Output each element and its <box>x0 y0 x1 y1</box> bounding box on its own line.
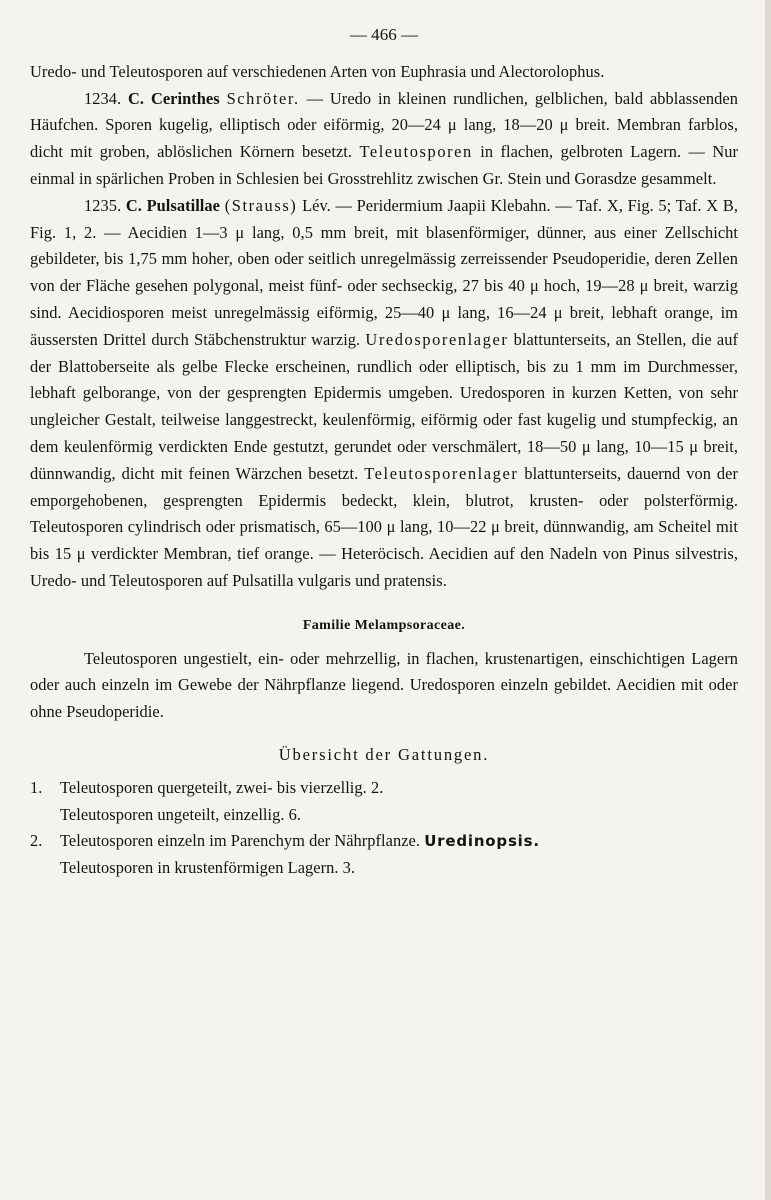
entry-1234-species: C. Cerinthes <box>128 88 220 108</box>
entry-1234 <box>30 86 738 193</box>
entry-1235-author: (Strauss) <box>224 195 298 215</box>
family-description: Teleutosporen ungestielt, ein- oder mehrzellig, in flachen, krustenartigen, einschichtigen Lagern oder auch einzeln im Gewebe der Nährpflanze liegend. Uredosporen einzeln gebildet. Aecidien mit oder ohne Pseudoperidie. <box>30 648 738 722</box>
page-number: — 466 — <box>349 25 419 44</box>
entry-1234-number: 1234. <box>84 88 122 108</box>
key-item-2 <box>30 828 738 882</box>
key-item-1-line-2: Teleutosporen ungeteilt, einzellig. 6. <box>60 804 302 824</box>
entry-1235-uredosporenlager-label: Uredosporenlager <box>365 329 509 349</box>
entry-1234-author: Schröter. <box>226 88 300 108</box>
entry-1235-teleutosporenlager-label: Teleutosporenlager <box>364 463 519 483</box>
family-heading: Familie Melampsoraceae. <box>302 617 466 633</box>
key-item-2-line-2: Teleutosporen in krustenförmigen Lagern. 3. <box>60 858 356 878</box>
entry-1234-text: — Uredo in kleinen rundlichen, gelblichen, bald abblassenden Häufchen. Sporen kugelig, elliptisch oder eiförmig, 20—24 μ lang, 18—20 μ breit. Membran farblos, dicht mit groben, ablöslichen Körnern besetzt. <box>30 88 738 162</box>
overview-heading: Übersicht der Gattungen. <box>278 744 490 764</box>
entry-1235-text-c: blattunterseits, dauernd von der emporgehobenen, gesprengten Epidermis bedeckt, klein, blutrot, krusten- oder polsterförmig. Teleutosporen cylindrisch oder prismatisch, 65—100 μ lang, 10—22 μ breit, dünnwandig, am Scheitel mit bis 15 μ verdickter Membran, tief orange. — Heteröcisch. Aecidien auf den Nadeln von Pinus silvestris, Uredo- und Teleutosporen auf Pulsatilla vulgaris und pratensis. <box>30 463 738 590</box>
entry-1235-species: C. Pulsatillae <box>125 195 220 215</box>
entry-1235-number: 1235. <box>84 195 122 215</box>
intro-paragraph: Uredo- und Teleutosporen auf verschiedenen Arten von Euphrasia und Alectorolophus. <box>30 61 605 81</box>
page-edge-shadow <box>765 0 771 1200</box>
entry-1235-text-a: Lév. — Peridermium Jaapii Klebahn. — Taf. X, Fig. 5; Taf. X B, Fig. 1, 2. — Aecidien 1—3 μ lang, 0,5 mm breit, mit blasenförmiger, dünner, aus einer Zellschicht gebildeter, bis 1,75 mm hoher, oben oder seitlich unregelmässig zerreissender Pseudoperidie, deren Zellen von der Fläche gesehen polygonal, meist fünf- oder sechseckig, 27 bis 40 μ hoch, 19—28 μ breit, warzig sind. Aecidiosporen meist unregelmässig eiförmig, 25—40 μ lang, 16—24 μ breit, lebhaft orange, im äussersten Drittel durch Stäbchenstruktur warzig. <box>30 195 738 349</box>
entry-1234-teleutosporen-label: Teleutosporen <box>359 142 473 162</box>
key-item-1-line-1: Teleutosporen quergeteilt, zwei- bis vierzellig. 2. <box>60 777 384 797</box>
key-item-2-line-1 <box>60 828 738 855</box>
entry-1235-text-b: blattunterseits, an Stellen, die auf der Blattoberseite als gelbe Flecke erscheinen, rundlich oder elliptisch, bis zu 1 mm im Durchmesser, lebhaft gelborange, von der gesprengten Epidermis umgeben. Uredosporen in kurzen Ketten, von sehr ungleicher Gestalt, teilweise langgestreckt, keulenförmig, eiförmig oder fast kugelig und stumpfeckig, an dem keulenförmig verdickten Ende gestutzt, gerundet oder verschmälert, 18—50 μ lang, 10—15 μ breit, dünnwandig, dicht mit feinen Wärzchen besetzt. <box>30 329 738 483</box>
entry-1235 <box>30 193 738 595</box>
key-item-2-genus: Uredinopsis. <box>424 832 540 851</box>
key-item-1 <box>30 775 738 829</box>
entry-1234-text-2: in flachen, gelbroten Lagern. — Nur einmal in spärlichen Proben in Schlesien bei Grosstrehlitz zwischen Gr. Stein und Gorasdze gesammelt. <box>30 142 738 188</box>
key-item-2-line-1-text: Teleutosporen einzeln im Parenchym der Nährpflanze. <box>60 831 421 851</box>
key-item-2-number: 2. <box>30 831 43 851</box>
document-page <box>30 22 738 882</box>
key-item-1-number: 1. <box>30 777 43 797</box>
